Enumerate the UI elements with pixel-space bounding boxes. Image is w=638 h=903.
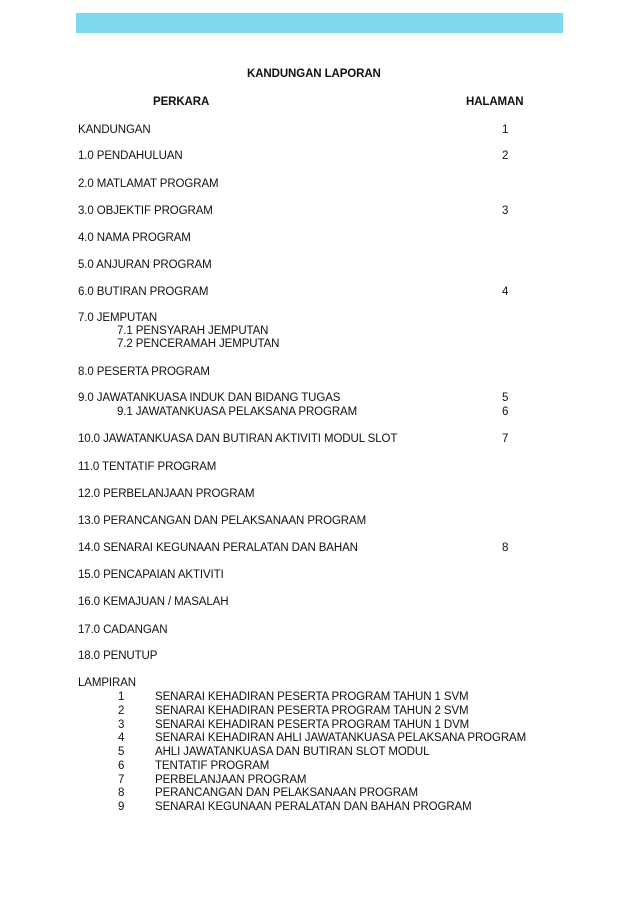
toc-entry-page: 3 xyxy=(502,205,509,217)
lampiran-number: 6 xyxy=(118,760,125,772)
column-header-item: PERKARA xyxy=(153,96,210,108)
toc-entry-label: KANDUNGAN xyxy=(78,124,151,136)
toc-entry-label: 14.0 SENARAI KEGUNAAN PERALATAN DAN BAHAN xyxy=(78,542,358,554)
lampiran-heading: LAMPIRAN xyxy=(78,677,136,689)
toc-entry-label: 3.0 OBJEKTIF PROGRAM xyxy=(78,205,213,217)
toc-entry-label: 17.0 CADANGAN xyxy=(78,624,168,636)
lampiran-number: 2 xyxy=(118,705,125,717)
lampiran-item: SENARAI KEHADIRAN AHLI JAWATANKUASA PELAKSANA PROGRAM xyxy=(155,732,527,744)
toc-subentry-label: 7.1 PENSYARAH JEMPUTAN xyxy=(117,325,269,337)
toc-entry-label: 7.0 JEMPUTAN xyxy=(78,312,158,324)
toc-entry-label: 12.0 PERBELANJAAN PROGRAM xyxy=(78,488,255,500)
toc-entry-page: 8 xyxy=(502,542,509,554)
toc-entry-label: 16.0 KEMAJUAN / MASALAH xyxy=(78,596,229,608)
toc-entry-label: 8.0 PESERTA PROGRAM xyxy=(78,366,210,378)
lampiran-item: SENARAI KEHADIRAN PESERTA PROGRAM TAHUN 1 SVM xyxy=(155,691,469,703)
lampiran-number: 8 xyxy=(118,787,125,799)
toc-entry-label: 9.0 JAWATANKUASA INDUK DAN BIDANG TUGAS xyxy=(78,392,341,404)
lampiran-item: SENARAI KEGUNAAN PERALATAN DAN BAHAN PROGRAM xyxy=(155,801,472,813)
toc-entry-page: 2 xyxy=(502,150,509,162)
toc-entry-label: 10.0 JAWATANKUASA DAN BUTIRAN AKTIVITI MODUL SLOT xyxy=(78,433,398,445)
lampiran-item: PERBELANJAAN PROGRAM xyxy=(155,774,307,786)
toc-entry-label: 2.0 MATLAMAT PROGRAM xyxy=(78,178,219,190)
lampiran-item: PERANCANGAN DAN PELAKSANAAN PROGRAM xyxy=(155,787,418,799)
page-title: KANDUNGAN LAPORAN xyxy=(247,68,381,80)
toc-entry-label: 11.0 TENTATIF PROGRAM xyxy=(78,461,217,473)
toc-entry-label: 1.0 PENDAHULUAN xyxy=(78,150,183,162)
lampiran-number: 7 xyxy=(118,774,125,786)
lampiran-number: 9 xyxy=(118,801,125,813)
lampiran-item: TENTATIF PROGRAM xyxy=(155,760,270,772)
lampiran-number: 5 xyxy=(118,746,125,758)
toc-subentry-label: 9.1 JAWATANKUASA PELAKSANA PROGRAM xyxy=(117,406,358,418)
toc-entry-page: 4 xyxy=(502,286,509,298)
lampiran-item: AHLI JAWATANKUASA DAN BUTIRAN SLOT MODUL xyxy=(155,746,430,758)
lampiran-number: 4 xyxy=(118,732,125,744)
lampiran-number: 3 xyxy=(118,719,125,731)
toc-entry-page: 6 xyxy=(502,406,509,418)
toc-entry-label: 15.0 PENCAPAIAN AKTIVITI xyxy=(78,569,224,581)
lampiran-item: SENARAI KEHADIRAN PESERTA PROGRAM TAHUN 1 DVM xyxy=(155,719,470,731)
lampiran-number: 1 xyxy=(118,691,125,703)
toc-entry-page: 5 xyxy=(502,392,509,404)
lampiran-item: SENARAI KEHADIRAN PESERTA PROGRAM TAHUN 2 SVM xyxy=(155,705,469,717)
toc-entry-label: 5.0 ANJURAN PROGRAM xyxy=(78,259,212,271)
toc-entry-label: 6.0 BUTIRAN PROGRAM xyxy=(78,286,209,298)
top-color-bar xyxy=(76,13,563,33)
toc-entry-label: 4.0 NAMA PROGRAM xyxy=(78,232,191,244)
toc-entry-page: 7 xyxy=(502,433,509,445)
column-header-page: HALAMAN xyxy=(466,96,524,108)
toc-entry-label: 13.0 PERANCANGAN DAN PELAKSANAAN PROGRAM xyxy=(78,515,367,527)
toc-entry-label: 18.0 PENUTUP xyxy=(78,650,158,662)
toc-entry-page: 1 xyxy=(502,124,509,136)
toc-subentry-label: 7.2 PENCERAMAH JEMPUTAN xyxy=(117,338,280,350)
